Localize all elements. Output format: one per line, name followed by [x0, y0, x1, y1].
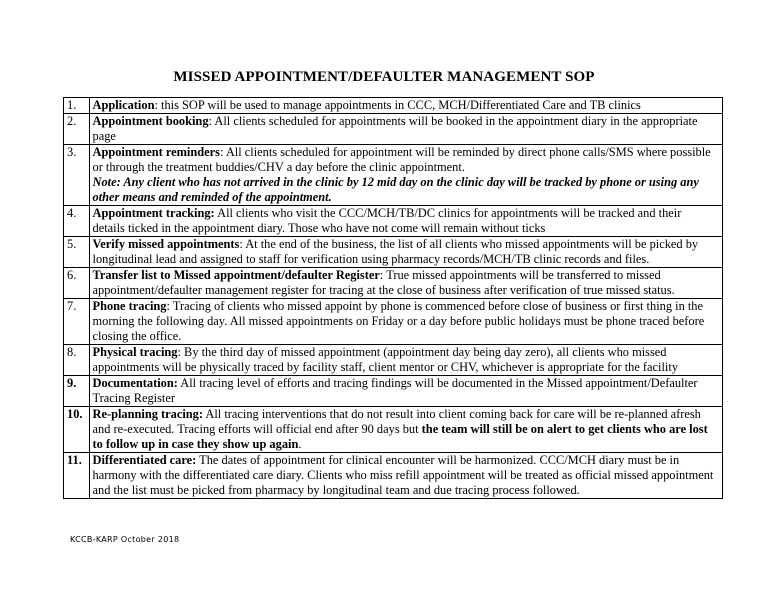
item-text: : this SOP will be used to manage appointments in CCC, MCH/Differentiated Care and TB clinics	[154, 98, 641, 112]
item-number: 6.	[64, 268, 90, 299]
item-number: 10.	[64, 407, 90, 453]
item-number: 2.	[64, 114, 90, 145]
item-label: Appointment booking	[92, 114, 209, 128]
item-label: Application	[92, 98, 155, 112]
item-text: : All clients scheduled for appointment will be reminded by direct phone calls/SMS where possible or through the treatment buddies/CHV a day before the clinic appointment.	[92, 145, 711, 174]
item-label: Appointment reminders	[92, 145, 220, 159]
item-label: Transfer list to Missed appointment/defaulter Register	[92, 268, 380, 282]
item-number: 1.	[64, 98, 90, 114]
sop-row	[64, 114, 723, 145]
item-text: : At the end of the business, the list of all clients who missed appointments will be picked by longitudinal lead and assigned to staff for verification using pharmacy records/MCH/TB clinic records and files.	[92, 237, 699, 266]
sop-row	[64, 299, 723, 345]
item-text: All clients who visit the CCC/MCH/TB/DC clinics for appointments will be tracked and their details ticked in the appointment diary. Those who have not come will remain without ticks	[92, 206, 682, 235]
item-content	[89, 407, 723, 453]
item-note: Note: Any client who has not arrived in the clinic by 12 mid day on the clinic day will be tracked by phone or using any other means and reminded of the appointment.	[92, 175, 699, 204]
item-content	[89, 98, 723, 114]
sop-row	[64, 376, 723, 407]
item-content	[89, 299, 723, 345]
item-number: 4.	[64, 206, 90, 237]
item-text: The dates of appointment for clinical encounter will be harmonized. CCC/MCH diary must be in harmony with the differentiated care diary. Clients who miss refill appointment will be treated as official missed appointment and the list must be picked from pharmacy by longitudinal team and due tracing process followed.	[92, 453, 714, 497]
document-title: MISSED APPOINTMENT/DEFAULTER MANAGEMENT SOP	[173, 69, 595, 85]
item-number: 8.	[64, 345, 90, 376]
item-label: Appointment tracking:	[92, 206, 215, 220]
item-content	[89, 345, 723, 376]
sop-row	[64, 237, 723, 268]
item-end: .	[298, 437, 302, 451]
item-number: 7.	[64, 299, 90, 345]
item-content	[89, 268, 723, 299]
item-number: 11.	[64, 453, 90, 499]
sop-row	[64, 453, 723, 499]
item-text: : True missed appointments will be transferred to missed appointment/defaulter management register for tracing at the close of business after verification of true missed status.	[92, 268, 675, 297]
item-label: Physical tracing	[92, 345, 178, 359]
item-content	[89, 237, 723, 268]
item-number: 3.	[64, 145, 90, 206]
sop-row	[64, 407, 723, 453]
sop-row	[64, 145, 723, 206]
item-content	[89, 114, 723, 145]
item-label: Documentation:	[92, 376, 178, 390]
item-text: : By the third day of missed appointment (appointment day being day zero), all clients who missed appointments will be physically traced by facility staff, client mentor or CHV, whichever is appropriate for the facility	[92, 345, 679, 374]
item-number: 5.	[64, 237, 90, 268]
item-text: : All clients scheduled for appointments will be booked in the appointment diary in the appropriate page	[92, 114, 698, 143]
sop-row	[64, 268, 723, 299]
item-label: Re-planning tracing:	[92, 407, 203, 421]
sop-row	[64, 345, 723, 376]
item-content	[89, 145, 723, 206]
sop-table	[63, 97, 723, 499]
footer-text: KCCB-KARP October 2018	[70, 535, 180, 544]
item-text: All tracing interventions that do not result into client coming back for care will be re-planned afresh and re-executed. Tracing efforts will official end after 90 days but	[92, 407, 701, 436]
sop-row	[64, 206, 723, 237]
item-text: : Tracing of clients who missed appoint by phone is commenced before close of business or first thing in the morning the following day. All missed appointments on Friday or a day before public holidays must be phone traced before closing the office.	[92, 299, 705, 343]
item-text: All tracing level of efforts and tracing findings will be documented in the Missed appointment/Defaulter Tracing Register	[92, 376, 698, 405]
item-bold-text: the team will still be on alert to get clients who are lost to follow up in case they show up again	[92, 422, 708, 451]
item-number: 9.	[64, 376, 90, 407]
item-content	[89, 206, 723, 237]
item-content	[89, 453, 723, 499]
item-content	[89, 376, 723, 407]
item-label: Differentiated care:	[92, 453, 197, 467]
sop-row	[64, 98, 723, 114]
item-label: Phone tracing	[92, 299, 167, 313]
item-label: Verify missed appointments	[92, 237, 240, 251]
